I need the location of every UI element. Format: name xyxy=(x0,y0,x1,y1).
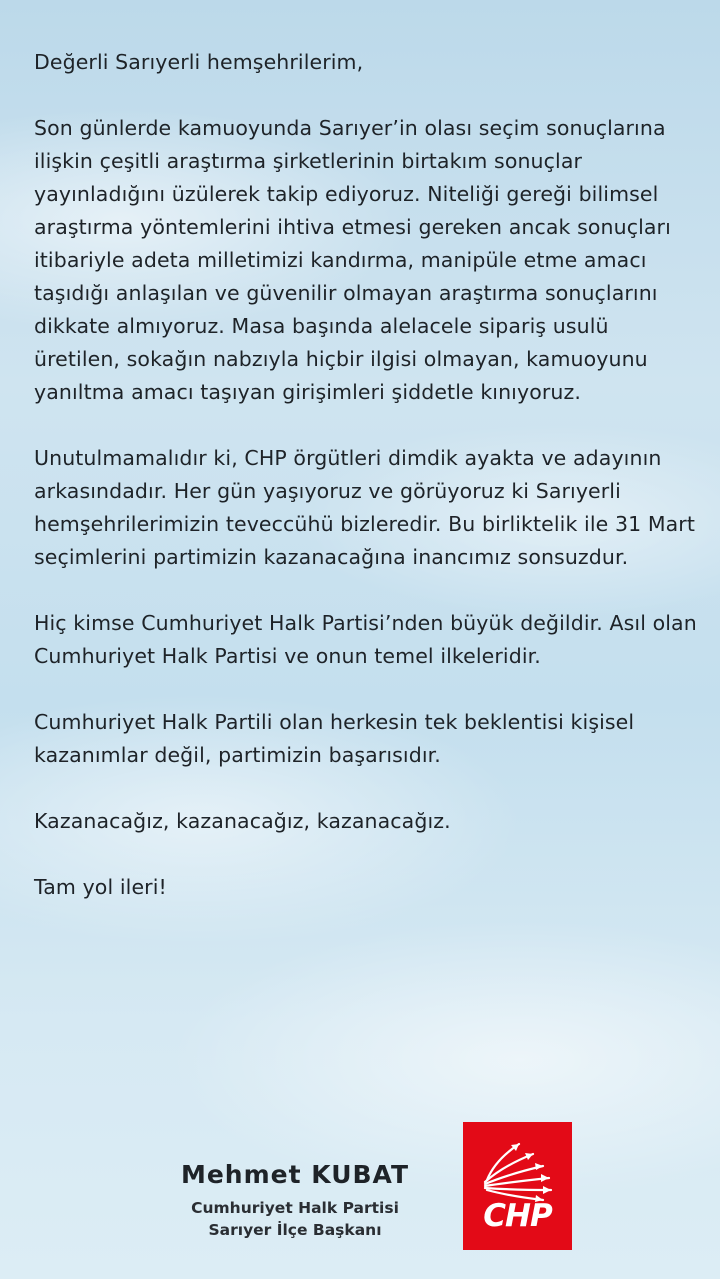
paragraph-2: Unutulmamalıdır ki, CHP örgütleri dimdik ayakta ve adayının arkasındadır. Her gün yaşıyoruz ve görüyoruz ki Sarıyerli hemşehrilerimizin teveccühü bizleredir. Bu birliktelik ile 31 Mart seçimlerini partimizin kazanacağına inancımız sonsuzdur. xyxy=(34,446,695,569)
signatory-party: Cumhuriyet Halk Partisi xyxy=(191,1199,399,1217)
signatory-title: Sarıyer İlçe Başkanı xyxy=(208,1221,382,1239)
salutation: Değerli Sarıyerli hemşehrilerim, xyxy=(34,50,364,74)
logo-text: CHP xyxy=(483,1198,552,1234)
paragraph-3: Hiç kimse Cumhuriyet Halk Partisi’nden büyük değildir. Asıl olan Cumhuriyet Halk Partisi ve onun temel ilkeleridir. xyxy=(34,611,697,668)
chp-logo xyxy=(463,1122,572,1250)
paragraph-1: Son günlerde kamuoyunda Sarıyer’in olası seçim sonuçlarına ilişkin çeşitli araştırma şirketlerinin birtakım sonuçlar yayınladığını üzülerek takip ediyoruz. Niteliği gereği bilimsel araştırma yöntemlerini ihtiva etmesi gereken ancak sonuçları itibariyle adeta milletimizi kandırma, manipüle etme amacı taşıdığı anlaşılan ve güvenilir olmayan araştırma sonuçlarını dikkate almıyoruz. Masa başında alelacele sipariş usulü üretilen, sokağın nabzıyla hiçbir ilgisi olmayan, kamuoyunu yanıltma amacı taşıyan girişimleri şiddetle kınıyoruz. xyxy=(34,116,671,404)
letter-body xyxy=(34,46,698,937)
six-arrows-icon xyxy=(463,1122,572,1202)
signatory-name: Mehmet KUBAT xyxy=(180,1160,410,1189)
paragraph-5: Kazanacağız, kazanacağız, kazanacağız. xyxy=(34,809,451,833)
paragraph-6: Tam yol ileri! xyxy=(34,875,167,899)
paragraph-4: Cumhuriyet Halk Partili olan herkesin tek beklentisi kişisel kazanımlar değil, partimizin başarısıdır. xyxy=(34,710,635,767)
signature-block xyxy=(160,1160,430,1241)
